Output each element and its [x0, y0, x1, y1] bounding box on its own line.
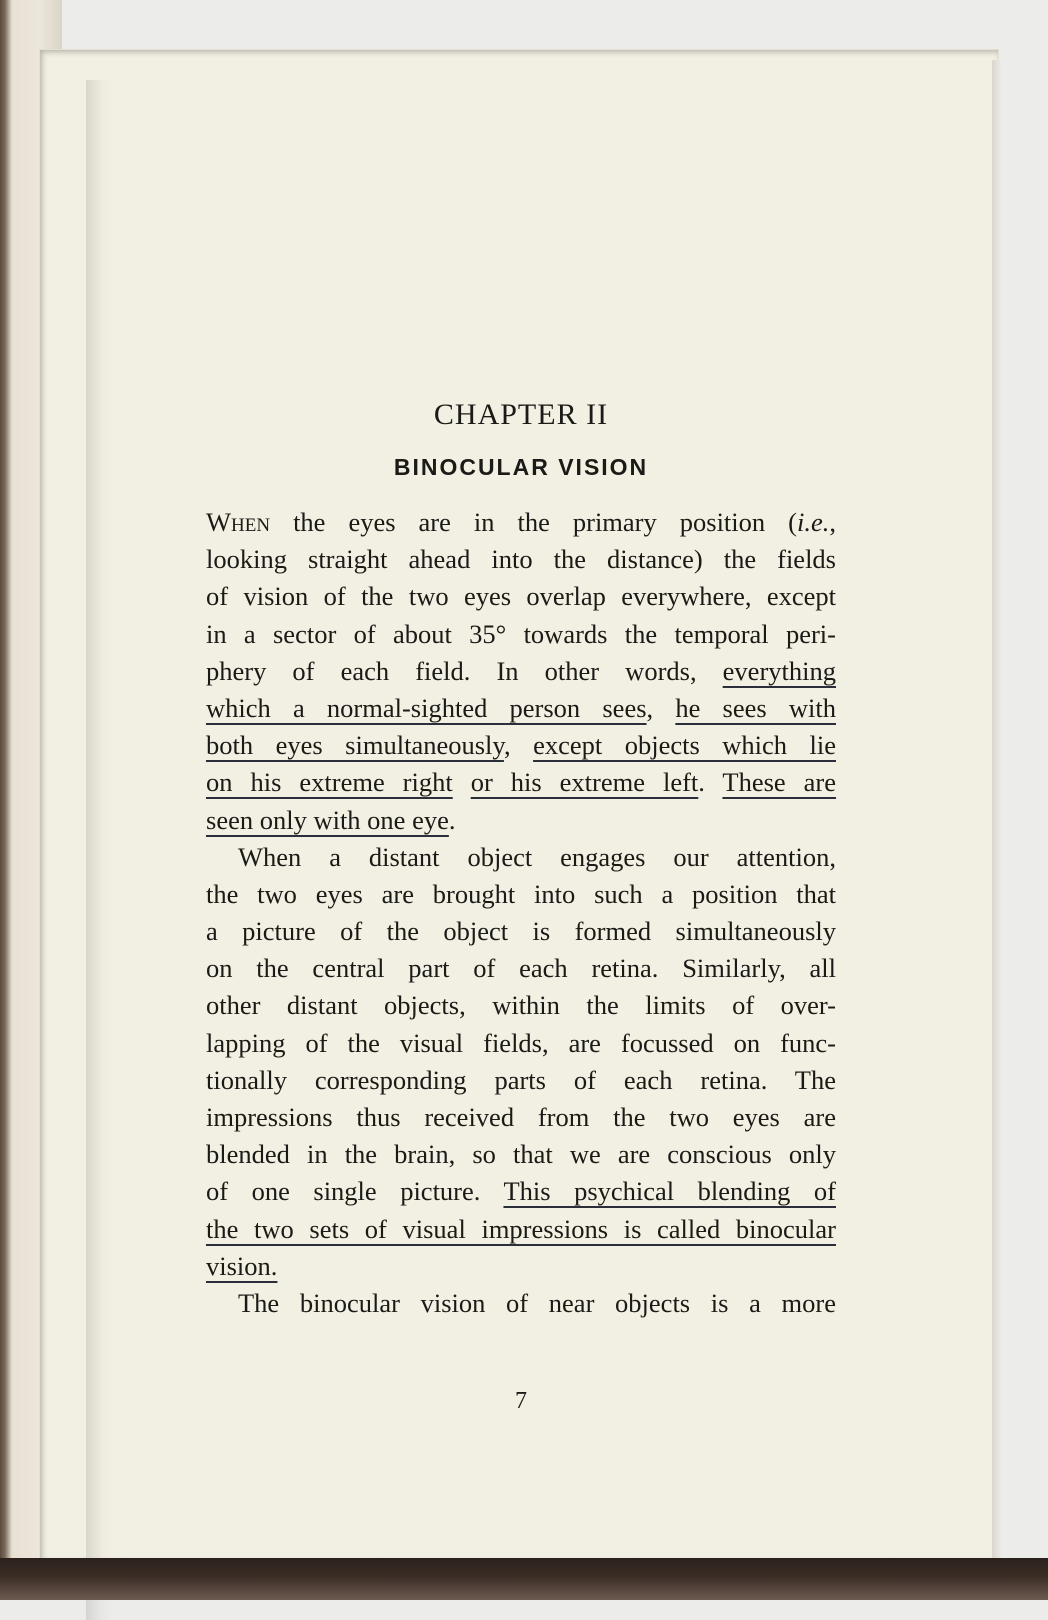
underlined-text: he sees with	[675, 692, 837, 723]
underlined-text: These are	[722, 767, 837, 798]
text-segment: the two eyes are brought into such a position that	[206, 878, 836, 909]
underlined-text: except objects which lie	[533, 730, 836, 761]
text-line	[206, 987, 836, 1024]
text-line	[206, 764, 836, 801]
text-segment: a picture of the object is formed simultaneously	[206, 916, 836, 947]
page-text-block	[206, 380, 837, 1414]
text-segment: ,	[646, 692, 676, 723]
text-segment: looking straight ahead into the distance) the fields	[206, 544, 836, 575]
text-segment: of vision of the two eyes overlap everywhere, except	[206, 581, 836, 612]
text-line	[206, 616, 836, 653]
text-line	[206, 1062, 836, 1099]
text-line	[206, 913, 836, 950]
text-segment: phery of each field. In other words,	[206, 655, 723, 686]
text-line	[206, 876, 836, 913]
chapter-title: BINOCULAR VISION	[393, 454, 649, 480]
text-line	[206, 1211, 836, 1248]
text-segment: When a distant object engages our attention,	[238, 841, 836, 872]
page-spine-shadow	[86, 80, 112, 1620]
text-line	[206, 504, 836, 541]
text-line	[206, 1025, 836, 1062]
text-segment: of one single picture.	[206, 1176, 504, 1207]
text-segment: blended in the brain, so that we are conscious only	[206, 1139, 836, 1170]
body-text	[206, 504, 836, 1322]
text-line	[206, 1248, 836, 1285]
text-segment: the eyes are in the primary position (	[270, 507, 797, 537]
text-segment: impressions thus received from the two eyes are	[206, 1102, 836, 1132]
underlined-text: This psychical blending of	[503, 1176, 836, 1207]
chapter-heading: CHAPTER II	[433, 398, 609, 431]
text-line	[206, 541, 836, 578]
text-segment: ,	[829, 507, 836, 537]
text-line	[206, 578, 836, 615]
text-segment: When	[206, 507, 271, 537]
underlined-text: on his extreme right	[206, 767, 453, 798]
text-line	[206, 1285, 836, 1322]
text-segment: .	[448, 804, 456, 835]
text-segment	[453, 767, 471, 797]
text-segment: .	[698, 767, 723, 798]
text-segment: lapping of the visual fields, are focussed on func-	[206, 1027, 836, 1058]
text-line	[206, 839, 836, 876]
page-number: 7	[515, 1388, 527, 1414]
underlined-text: seen only with one eye	[206, 804, 449, 835]
text-line	[206, 1136, 836, 1173]
underlined-text: vision.	[206, 1250, 278, 1281]
book-cover-bottom-edge	[0, 1558, 1048, 1600]
text-line	[206, 1173, 836, 1210]
underlined-text: the two sets of visual impressions is called binocular	[206, 1213, 836, 1244]
text-segment: tionally corresponding parts of each retina. The	[206, 1064, 836, 1095]
text-segment: other distant objects, within the limits of over-	[206, 990, 836, 1021]
text-line	[206, 1099, 836, 1136]
text-segment: on the central part of each retina. Similarly, all	[206, 953, 836, 984]
text-line	[206, 950, 836, 987]
text-line	[206, 727, 836, 764]
text-segment: ,	[503, 730, 534, 761]
text-segment: in a sector of about 35° towards the temporal peri-	[206, 618, 836, 649]
underlined-text: or his extreme left	[470, 767, 699, 798]
underlined-text: everything	[722, 655, 836, 686]
underlined-text: both eyes simultaneously	[206, 730, 504, 761]
text-segment: i.e.	[797, 507, 830, 537]
page-right-shadow	[992, 60, 1002, 1560]
text-line	[206, 653, 836, 690]
underlined-text: which a normal-sighted person sees	[206, 692, 647, 723]
text-segment: The binocular vision of near objects is a more	[238, 1287, 836, 1318]
text-line	[206, 690, 836, 727]
text-line	[206, 802, 836, 839]
